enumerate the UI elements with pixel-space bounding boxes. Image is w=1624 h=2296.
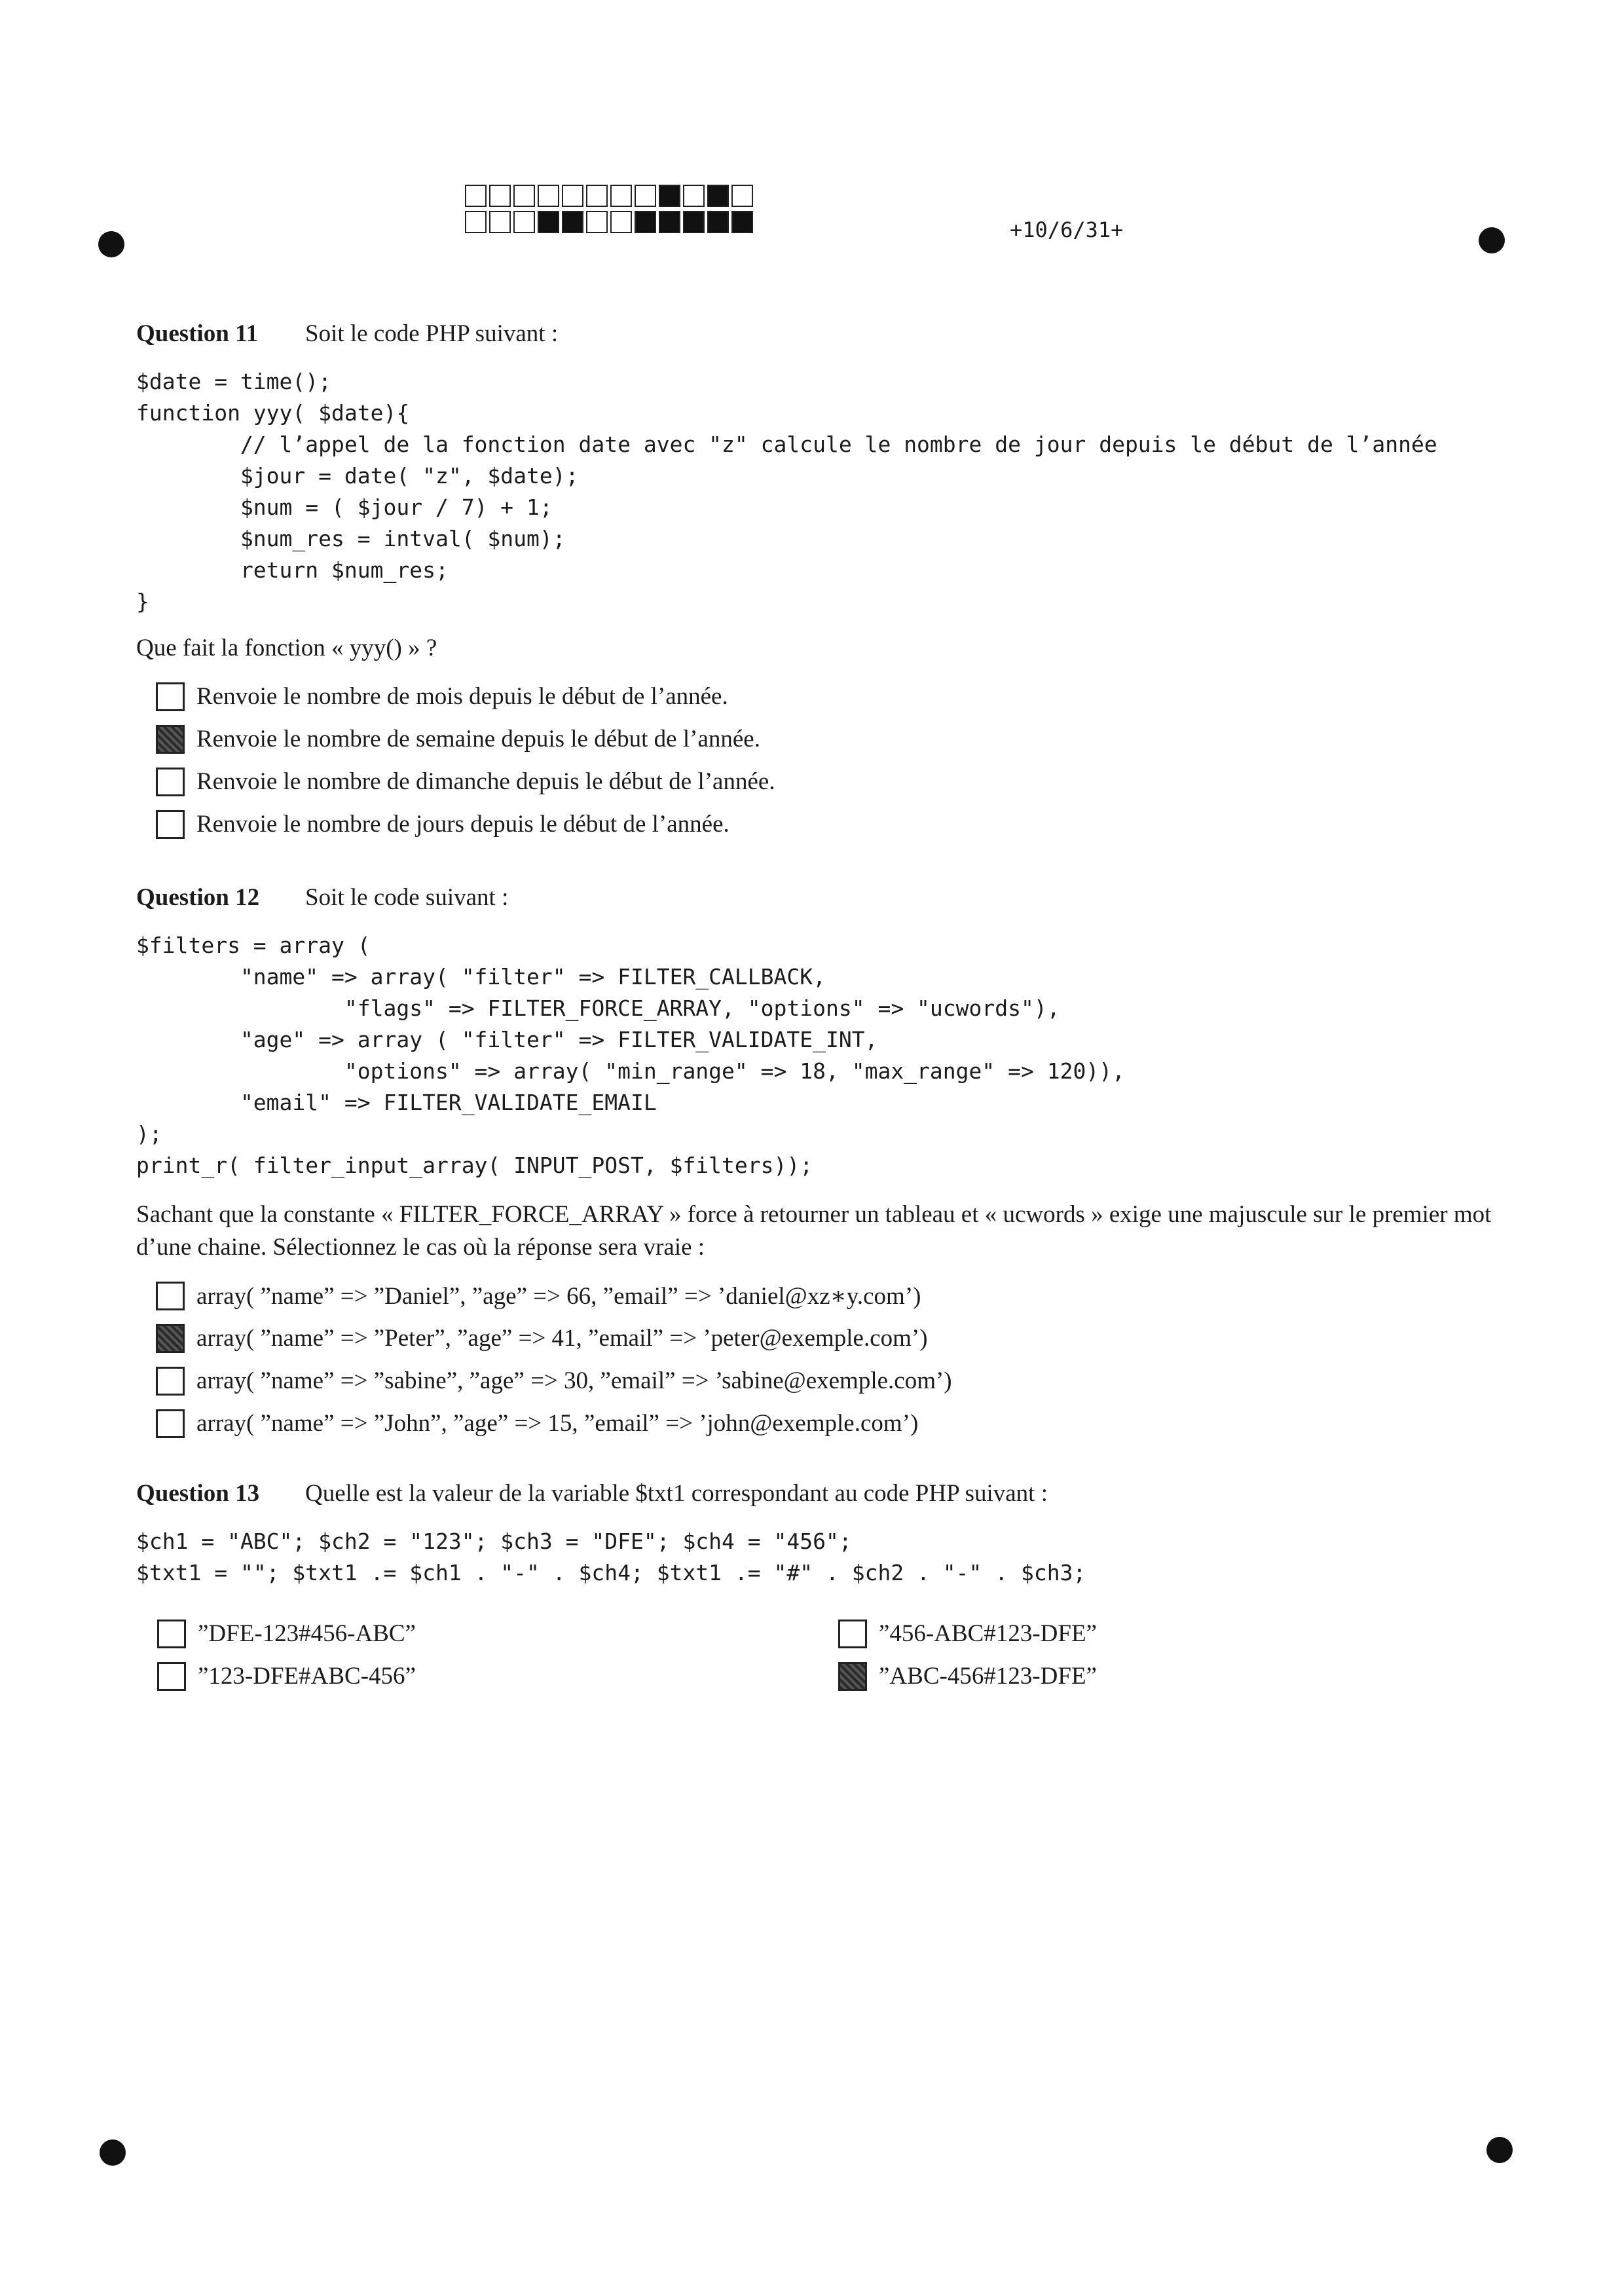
question-title: Question 13 (136, 1480, 260, 1507)
code-grid-cell (465, 211, 487, 233)
code-grid-cell (659, 211, 680, 233)
code-grid-cell (465, 185, 487, 207)
answer-option[interactable] (838, 1655, 1407, 1697)
code-grid-cell (683, 211, 705, 233)
code-grid-cell (489, 185, 511, 207)
checkbox[interactable] (156, 1324, 185, 1353)
answer-label: Renvoie le nombre de dimanche depuis le début de l’année. (196, 768, 775, 795)
answer-label: array( ”name” => ”sabine”, ”age” => 30, ”email” => ’sabine@exemple.com’) (196, 1367, 952, 1394)
answer-option[interactable] (156, 675, 1511, 718)
question-text: Que fait la fonction « yyy() » ? (136, 635, 437, 661)
answer-list (136, 1274, 1511, 1445)
checkbox[interactable] (157, 1620, 186, 1648)
question-prompt: Soit le code suivant : (305, 884, 509, 911)
registration-dot-top-right (1479, 227, 1505, 253)
answer-option[interactable] (157, 1612, 817, 1655)
answer-label: ”ABC-456#123-DFE” (879, 1663, 1097, 1690)
registration-dot-bottom-left (100, 2139, 126, 2166)
question-title: Question 12 (136, 884, 260, 911)
code-grid-row (465, 185, 756, 208)
question-13 (136, 1477, 1511, 1697)
question-11 (136, 318, 1511, 845)
answer-label: Renvoie le nombre de semaine depuis le début de l’année. (196, 726, 760, 752)
code-grid-cell (538, 211, 559, 233)
answer-option[interactable] (838, 1612, 1407, 1655)
checkbox[interactable] (156, 1409, 185, 1438)
code-block: $filters = array ( "name" => array( "filter" => FILTER_CALLBACK, "flags" => FILTER_FORCE_ARRAY, "options" => "ucwords"), "age" => array ( "filter" => FILTER_VALIDATE_INT, "options" => array( "min_range" => 18, "max_range" => 120)), "email" => FILTER_VALIDATE_EMAIL ); print_r( filter_input_array( INPUT_POST, $filters)); (136, 933, 1125, 1178)
question-prompt: Soit le code PHP suivant : (305, 320, 559, 347)
code-grid-cell (683, 185, 705, 207)
answer-option[interactable] (156, 1274, 1511, 1317)
question-title: Question 11 (136, 320, 259, 347)
checkbox[interactable] (838, 1662, 867, 1691)
answer-list (136, 1612, 1511, 1697)
answer-option[interactable] (156, 718, 1511, 760)
checkbox[interactable] (156, 810, 185, 839)
code-grid-cell (586, 185, 608, 207)
checkbox[interactable] (156, 1367, 185, 1396)
answer-option[interactable] (157, 1655, 817, 1697)
code-block: $ch1 = "ABC"; $ch2 = "123"; $ch3 = "DFE"; $ch4 = "456"; $txt1 = ""; $txt1 .= $ch1 . "-" . $ch4; $txt1 .= "#" . $ch2 . "-" . $ch3; (136, 1528, 1086, 1585)
answer-option[interactable] (156, 803, 1511, 845)
code-grid-cell (562, 211, 583, 233)
answer-label: ”DFE-123#456-ABC” (198, 1620, 416, 1647)
registration-dot-top-left (98, 231, 124, 257)
code-grid-cell (513, 185, 535, 207)
code-grid-cell (659, 185, 680, 207)
code-grid-row (465, 211, 756, 234)
answer-option[interactable] (156, 1360, 1511, 1402)
code-grid-cell (586, 211, 608, 233)
answer-label: array( ”name” => ”Peter”, ”age” => 41, ”email” => ’peter@exemple.com’) (196, 1325, 928, 1352)
answer-option[interactable] (156, 1402, 1511, 1445)
code-grid-cell (562, 185, 583, 207)
checkbox[interactable] (157, 1662, 186, 1691)
question-text: Sachant que la constante « FILTER_FORCE_ARRAY » force à retourner un tableau et « ucwords » exige une majuscule sur le premier mot d’une chaine. Sélectionnez le cas où la réponse sera vraie : (136, 1201, 1492, 1261)
checkbox[interactable] (156, 682, 185, 711)
code-grid-cell (635, 211, 656, 233)
answer-list (136, 675, 1511, 845)
code-grid-cell (731, 211, 753, 233)
code-grid-cell (610, 211, 632, 233)
checkbox[interactable] (156, 1282, 185, 1310)
code-block: $date = time(); function yyy( $date){ // l’appel de la fonction date avec "z" calcule le nombre de jour depuis le début de l’année $jour = date( "z", $date); $num = ( $jour / 7) + 1; $num_res = intval( $num); return $num_res; } (136, 369, 1437, 614)
page-code: +10/6/31+ (1010, 217, 1124, 242)
answer-label: Renvoie le nombre de jours depuis le début de l’année. (196, 811, 729, 838)
question-prompt: Quelle est la valeur de la variable $txt1 correspondant au code PHP suivant : (305, 1480, 1048, 1507)
checkbox[interactable] (156, 768, 185, 796)
question-12 (136, 881, 1511, 1445)
code-grid-cell (635, 185, 656, 207)
question-header (136, 881, 1511, 914)
code-grid-cell (707, 185, 729, 207)
code-grid-cell (538, 185, 559, 207)
question-header (136, 1477, 1511, 1510)
checkbox[interactable] (838, 1620, 867, 1648)
question-header (136, 318, 1511, 350)
answer-label: Renvoie le nombre de mois depuis le début de l’année. (196, 683, 728, 710)
answer-label: array( ”name” => ”Daniel”, ”age” => 66, ”email” => ’daniel@xz∗y.com’) (196, 1282, 921, 1310)
answer-label: ”123-DFE#ABC-456” (198, 1663, 416, 1690)
answer-option[interactable] (156, 1317, 1511, 1360)
answer-label: ”456-ABC#123-DFE” (879, 1620, 1097, 1647)
answer-option[interactable] (156, 760, 1511, 803)
binary-code-grid (465, 185, 756, 237)
answer-label: array( ”name” => ”John”, ”age” => 15, ”email” => ’john@exemple.com’) (196, 1410, 919, 1437)
code-grid-cell (489, 211, 511, 233)
registration-dot-bottom-right (1486, 2137, 1513, 2163)
checkbox[interactable] (156, 725, 185, 754)
code-grid-cell (610, 185, 632, 207)
code-grid-cell (513, 211, 535, 233)
code-grid-cell (731, 185, 753, 207)
code-grid-cell (707, 211, 729, 233)
